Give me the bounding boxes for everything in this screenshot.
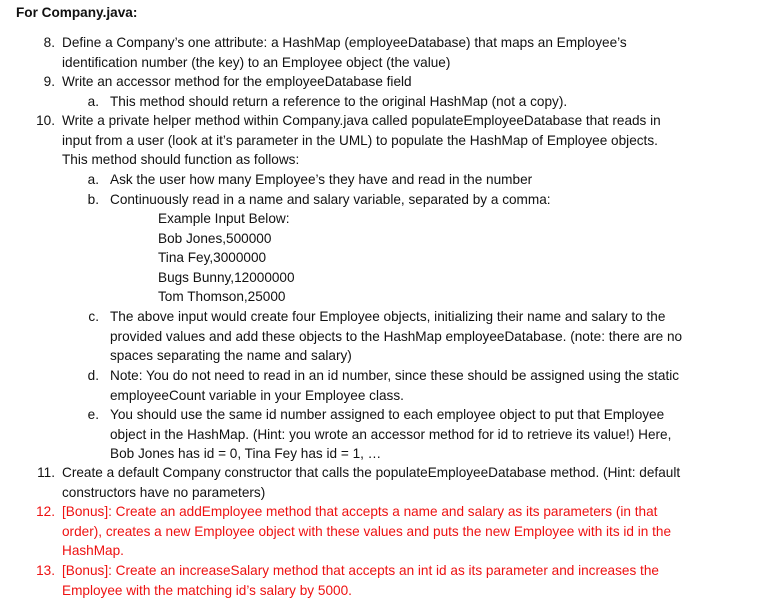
item-number: 8. bbox=[43, 35, 55, 50]
item-letter: d. bbox=[87, 368, 99, 383]
item-text: [Bonus]: Create an addEmployee method that accepts a name and salary as its parameters (in that bbox=[62, 504, 658, 519]
item-text: employeeCount variable in your Employee class. bbox=[110, 387, 404, 403]
item-text: Define a Company’s one attribute: a HashMap (employeeDatabase) that maps an Employee’s bbox=[62, 35, 627, 50]
item-number: 10. bbox=[36, 113, 55, 128]
item-number: 13. bbox=[36, 563, 55, 578]
item-text: Create a default Company constructor that calls the populateEmployeeDatabase method. (Hint: default bbox=[62, 465, 681, 480]
item-text: You should use the same id number assigned to each employee object to put that Employee bbox=[110, 407, 665, 422]
item-text: identification number (the key) to an Employee object (the value) bbox=[62, 54, 451, 70]
item-text: This method should function as follows: bbox=[62, 152, 300, 168]
item-text: Write an accessor method for the employeeDatabase field bbox=[62, 74, 412, 89]
item-number: 11. bbox=[37, 465, 55, 480]
item-text: [Bonus]: Create an increaseSalary method that accepts an int id as its parameter and increases the bbox=[62, 563, 659, 578]
example-row: Tom Thomson,25000 bbox=[158, 289, 286, 304]
item-text: Continuously read in a name and salary variable, separated by a comma: bbox=[110, 192, 551, 207]
item-text: Ask the user how many Employee’s they have and read in the number bbox=[110, 172, 533, 187]
item-text: Employee with the matching id’s salary by 5000. bbox=[62, 582, 352, 598]
item-text: input from a user (look at it’s parameter in the UML) to populate the HashMap of Employee objects. bbox=[62, 132, 658, 148]
section-heading: For Company.java: bbox=[16, 5, 138, 20]
item-text: constructors have no parameters) bbox=[62, 484, 266, 500]
item-text: Note: You do not need to read in an id number, since these should be assigned using the static bbox=[110, 368, 680, 383]
item-number: 12. bbox=[36, 504, 55, 519]
item-text: object in the HashMap. (Hint: you wrote an accessor method for id to retrieve its value!) Here, bbox=[110, 426, 672, 442]
item-text: Write a private helper method within Company.java called populateEmployeeDatabase that reads in bbox=[62, 113, 661, 128]
item-text: The above input would create four Employee objects, initializing their name and salary to the bbox=[110, 309, 666, 324]
example-row: Bugs Bunny,12000000 bbox=[158, 270, 295, 285]
example-label: Example Input Below: bbox=[158, 211, 290, 226]
item-text: provided values and add these objects to the HashMap employeeDatabase. (note: there are no bbox=[110, 328, 683, 344]
item-number: 9. bbox=[43, 74, 55, 89]
item-letter: a. bbox=[87, 94, 99, 109]
item-text: HashMap. bbox=[62, 543, 124, 559]
item-letter: e. bbox=[87, 407, 99, 422]
example-row: Tina Fey,3000000 bbox=[158, 250, 267, 265]
item-letter: c. bbox=[88, 309, 99, 324]
example-row: Bob Jones,500000 bbox=[158, 231, 272, 246]
item-letter: b. bbox=[87, 192, 99, 207]
item-text: spaces separating the name and salary) bbox=[110, 348, 352, 364]
item-letter: a. bbox=[87, 172, 99, 187]
item-text: order), creates a new Employee object with these values and puts the new Employee with its id in the bbox=[62, 523, 672, 539]
item-text: This method should return a reference to the original HashMap (not a copy). bbox=[110, 94, 568, 109]
item-text: Bob Jones has id = 0, Tina Fey has id = 1, … bbox=[110, 446, 382, 462]
